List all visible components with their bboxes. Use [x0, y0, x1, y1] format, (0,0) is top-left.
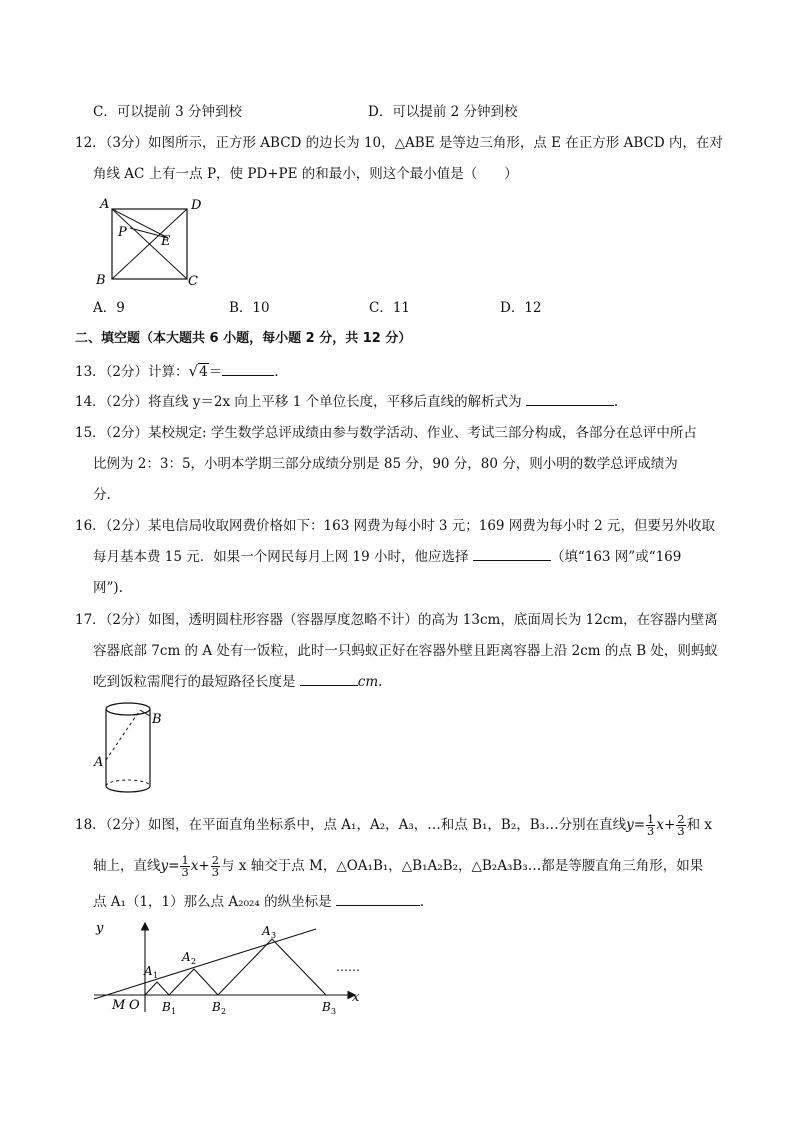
ellipsis: …… [336, 960, 360, 974]
label-y-axis: y [96, 921, 104, 936]
q12-square-figure [90, 192, 210, 292]
q13-end: . [274, 364, 279, 380]
label-a2-sub: 2 [191, 957, 197, 966]
q12-option-b: B．10 [229, 300, 270, 316]
q18-line1-end: 和 x [686, 817, 713, 833]
q16-line2-hint: （填“163 网”或“169 [550, 549, 682, 565]
q13 [75, 362, 278, 381]
q11-option-c: C．可以提前 3 分钟到校 [93, 104, 243, 120]
q16-answer-blank[interactable] [473, 548, 551, 561]
q18-line3-end: . [419, 894, 425, 910]
eq2-x: x+ [190, 858, 210, 874]
q18-line2-start: 轴上，直线 [93, 858, 161, 874]
eq2-frac1: $\frac{1}{3}$ [181, 853, 189, 879]
q18-stem-line2 [93, 853, 703, 879]
q12-option-c: C．11 [369, 300, 411, 316]
label-o: O [129, 998, 140, 1013]
label-p: P [118, 225, 127, 240]
q16-stem-line3: 网”). [93, 580, 123, 596]
q18-answer-blank[interactable] [336, 893, 420, 906]
cylinder-bottom-back [106, 780, 150, 786]
q17-cylinder-figure [90, 698, 170, 802]
label-c: C [188, 274, 198, 289]
label-a3: A [262, 924, 271, 938]
q17-stem-line3 [93, 673, 382, 691]
label-a2: A [182, 950, 191, 964]
eq2-frac2: $\frac{2}{3}$ [211, 853, 220, 879]
q14-end: . [613, 394, 619, 410]
eq1-x: x+ [656, 817, 676, 833]
eq2-y: y= [160, 858, 180, 874]
label-b: B [96, 273, 106, 288]
q16-stem-line1: 16．（2分）某电信局收取网费价格如下：163 网费为每小时 3 元；169 网费为每小时 2 元，但要另外收取 [75, 518, 715, 534]
cylinder-top [106, 703, 150, 715]
q18-line1-text: 18．（2分）如图，在平面直角坐标系中，点 A₁，A₂，A₃，…和点 B₁，B₂，B₃…分别在直线 [75, 817, 627, 833]
q16-line2-text: 每月基本费 15 元．如果一个网民每月上网 19 小时，他应选择 [93, 549, 469, 565]
label-b1-sub: 1 [171, 1007, 177, 1016]
label-a: A [94, 755, 104, 770]
q18-coordinate-figure [90, 920, 380, 1020]
label-a: A [100, 197, 110, 212]
label-a3-sub: 3 [271, 931, 277, 940]
q17-stem-line1: 17．（2分）如图，透明圆柱形容器（容器厚度忽略不计）的高为 13cm，底面周长为 12cm，在容器内壁离 [75, 612, 718, 628]
q17-answer-blank[interactable] [300, 673, 358, 686]
q17-line3-text: 吃到饭粒需爬行的最短路径长度是 [93, 674, 296, 690]
cylinder-bottom-front [106, 786, 150, 792]
q12-stem-line2: 角线 AC 上有一点 P，使 PD+PE 的和最小，则这个最小值是（ ） [93, 166, 518, 182]
label-d: D [191, 198, 202, 213]
sqrt-symbol: √ [188, 362, 199, 380]
label-a1-sub: 1 [153, 971, 159, 980]
label-x-axis: x [352, 990, 360, 1005]
q15-stem-line2: 比例为 2：3：5，小明本学期三部分成绩分别是 85 分，90 分，80 分，则小明的数学总评成绩为 [93, 456, 678, 472]
isosceles-triangles-chain [145, 939, 326, 995]
q15-stem-line3: 分. [93, 487, 111, 503]
label-a1: A [144, 964, 153, 978]
eq1-y: y= [626, 817, 646, 833]
q12-stem-line1: 12．（3分）如图所示，正方形 ABCD 的边长为 10，△ABE 是等边三角形，点 E 在正方形 ABCD 内，在对 [75, 135, 723, 151]
q18-stem-line3 [93, 893, 424, 911]
label-m: M [112, 998, 126, 1013]
q13-radicand: 4 [199, 364, 208, 380]
q13-answer-blank[interactable] [222, 363, 274, 376]
q14-answer-blank[interactable] [526, 393, 614, 406]
q14-text: 14．（2分）将直线 y＝2x 向上平移 1 个单位长度，平移后直线的解析式为 [75, 394, 522, 410]
label-b1: B [162, 1000, 171, 1014]
q13-equals: ＝ [208, 364, 223, 380]
line-y-1-3x-2-3 [94, 929, 316, 999]
q17-unit: cm. [357, 674, 383, 690]
q18-line3-text: 点 A₁（1，1）那么点 A₂₀₂₄ 的纵坐标是 [93, 894, 332, 910]
path-a-to-rim [106, 710, 140, 760]
q16-stem-line2 [93, 548, 681, 566]
label-e: E [161, 234, 171, 249]
label-b3: B [322, 1000, 331, 1014]
label-b2-sub: 2 [221, 1007, 227, 1016]
q18-line2-text: 与 x 轴交于点 M，△OA₁B₁，△B₁A₂B₂，△B₂A₃B₃…都是等腰直角三角形，如果 [221, 858, 704, 874]
eq1-frac2: $\frac{2}{3}$ [677, 812, 685, 838]
q13-prefix: 13．（2分）计算： [75, 364, 189, 380]
q14 [75, 393, 618, 411]
q12-option-a: A．9 [93, 300, 125, 316]
q17-stem-line2: 容器底部 7cm 的 A 处有一饭粒，此时一只蚂蚁正好在容器外壁且距离容器上沿 2cm 的点 B 处，则蚂蚁 [93, 643, 718, 659]
eq1-frac1: $\frac{1}{3}$ [647, 812, 655, 838]
label-b: B [152, 712, 162, 727]
section-2-heading: 二、填空题（本大题共 6 小题，每小题 2 分，共 12 分） [75, 331, 412, 346]
q15-stem-line1: 15．（2分）某校规定: 学生数学总评成绩由参与数学活动、作业、考试三部分构成，各部分在总评中所占 [75, 425, 697, 441]
q18-stem-line1 [75, 812, 712, 838]
q11-option-d: D．可以提前 2 分钟到校 [368, 104, 518, 120]
label-b3-sub: 3 [331, 1007, 337, 1016]
q12-option-d: D．12 [500, 300, 542, 316]
label-b2: B [212, 1000, 221, 1014]
